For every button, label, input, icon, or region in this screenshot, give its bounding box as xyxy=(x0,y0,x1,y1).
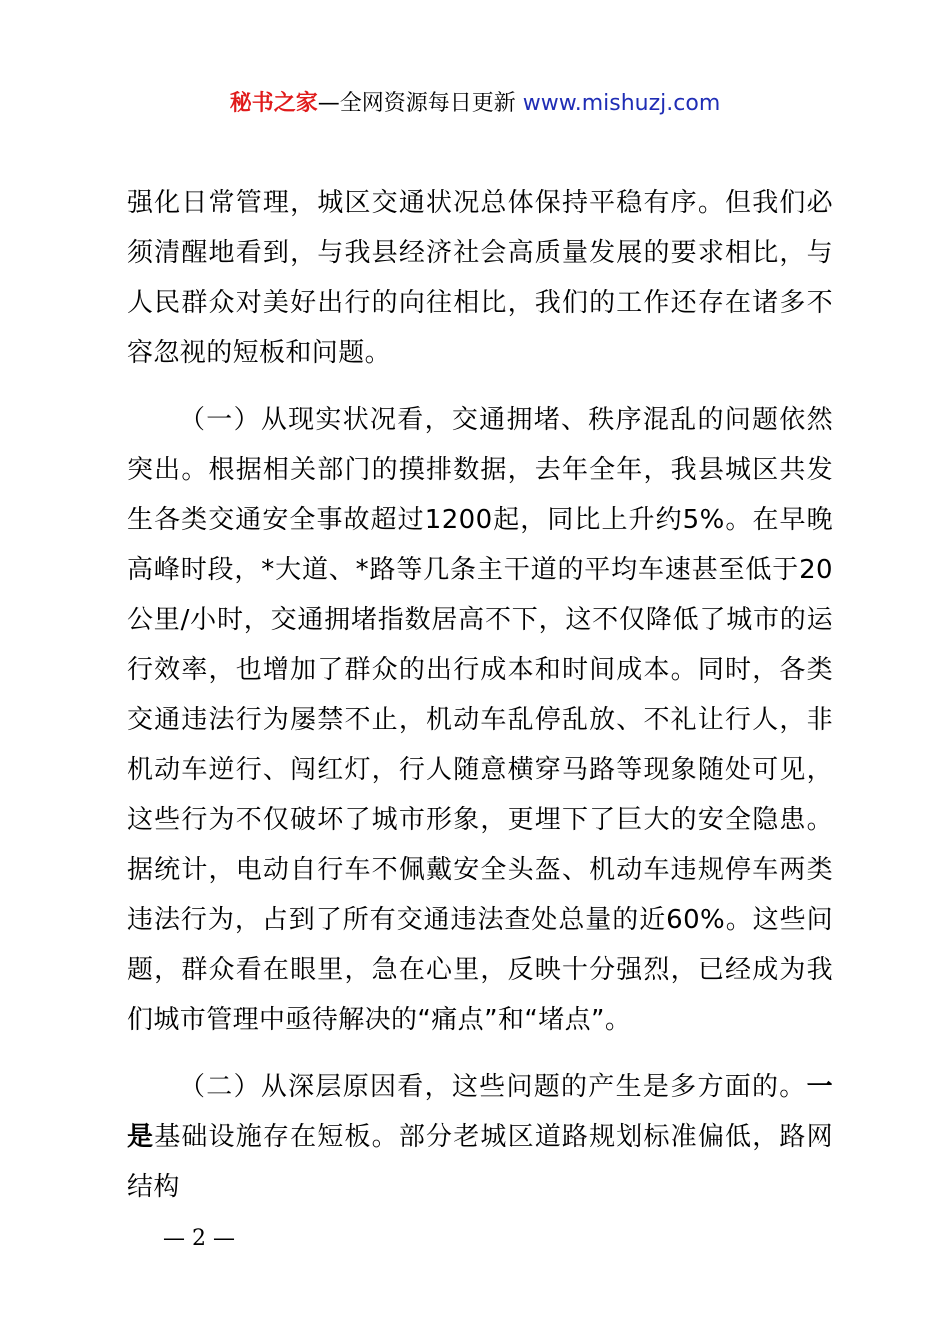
site-url-link[interactable]: www.mishuzj.com xyxy=(522,91,721,116)
paragraph-section-two xyxy=(127,1062,833,1212)
section-two-bold-marker: 一是 xyxy=(127,1072,833,1152)
page-number: — 2 — xyxy=(163,1226,235,1251)
paragraph-section-one: （一）从现实状况看，交通拥堵、秩序混乱的问题依然突出。根据相关部门的摸排数据，去年全年，我县城区共发生各类交通安全事故超过1200起，同比上升约5%。在早晚高峰时段，*大道、*路等几条主干道的平均车速甚至低于20公里/小时，交通拥堵指数居高不下，这不仅降低了城市的运行效率，也增加了群众的出行成本和时间成本。同时，各类交通违法行为屡禁不止，机动车乱停乱放、不礼让行人，非机动车逆行、闯红灯，行人随意横穿马路等现象随处可见，这些行为不仅破坏了城市形象，更埋下了巨大的安全隐患。据统计，电动自行车不佩戴安全头盔、机动车违规停车两类违法行为，占到了所有交通违法查处总量的近60%。这些问题，群众看在眼里，急在心里，反映十分强烈，已经成为我们城市管理中亟待解决的“痛点”和“堵点”。 xyxy=(127,405,833,1035)
site-brand: 秘书之家 xyxy=(229,91,318,116)
site-header xyxy=(0,88,950,120)
site-tagline: —全网资源每日更新 xyxy=(317,91,523,116)
paragraph-intro-continued: 强化日常管理，城区交通状况总体保持平稳有序。但我们必须清醒地看到，与我县经济社会高质量发展的要求相比，与人民群众对美好出行的向往相比，我们的工作还存在诸多不容忽视的短板和问题。 xyxy=(127,188,833,368)
section-two-body-text: 基础设施存在短板。部分老城区道路规划标准偏低，路网结构 xyxy=(127,1122,833,1202)
document-body xyxy=(127,178,833,1212)
section-two-intro-text: （二）从深层原因看，这些问题的产生是多方面的。 xyxy=(179,1072,807,1102)
